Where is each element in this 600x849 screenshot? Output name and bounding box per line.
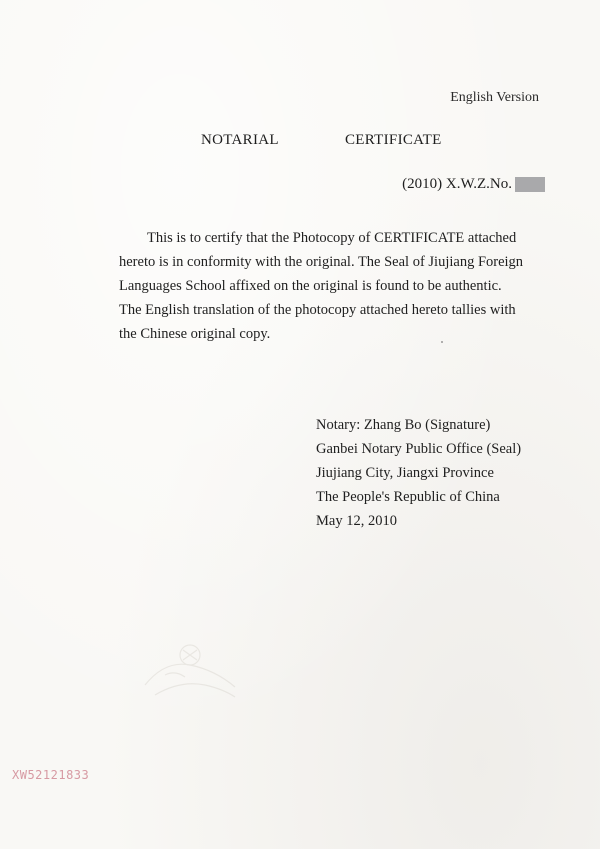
document-number-prefix: (2010) X.W.Z.No.	[402, 176, 512, 192]
title-word-certificate: CERTIFICATE	[345, 132, 442, 148]
title-word-notarial: NOTARIAL	[201, 132, 279, 148]
statement-line-2: hereto is in conformity with the original. The Seal of Jiujiang Foreign	[119, 254, 524, 270]
embossed-seal-icon	[135, 625, 245, 705]
notary-signature-block	[316, 413, 521, 533]
speck-mark	[441, 341, 443, 343]
notary-name: Notary: Zhang Bo (Signature)	[316, 417, 491, 433]
statement-line-3: Languages School affixed on the original is found to be authentic.	[119, 278, 502, 294]
notary-country: The People's Republic of China	[316, 489, 500, 505]
serial-number-stamp: XW52121833	[12, 768, 90, 782]
document-number	[402, 176, 545, 193]
notary-date: May 12, 2010	[316, 513, 397, 529]
notary-office: Ganbei Notary Public Office (Seal)	[316, 441, 522, 457]
redacted-number-block	[515, 177, 545, 192]
certification-statement	[119, 226, 547, 346]
version-label: English Version	[450, 90, 539, 105]
notary-city: Jiujiang City, Jiangxi Province	[316, 465, 494, 481]
statement-line-4: The English translation of the photocopy attached hereto tallies with	[119, 302, 516, 318]
statement-line-1: This is to certify that the Photocopy of CERTIFICATE attached	[147, 230, 517, 246]
statement-line-5: the Chinese original copy.	[119, 326, 271, 342]
